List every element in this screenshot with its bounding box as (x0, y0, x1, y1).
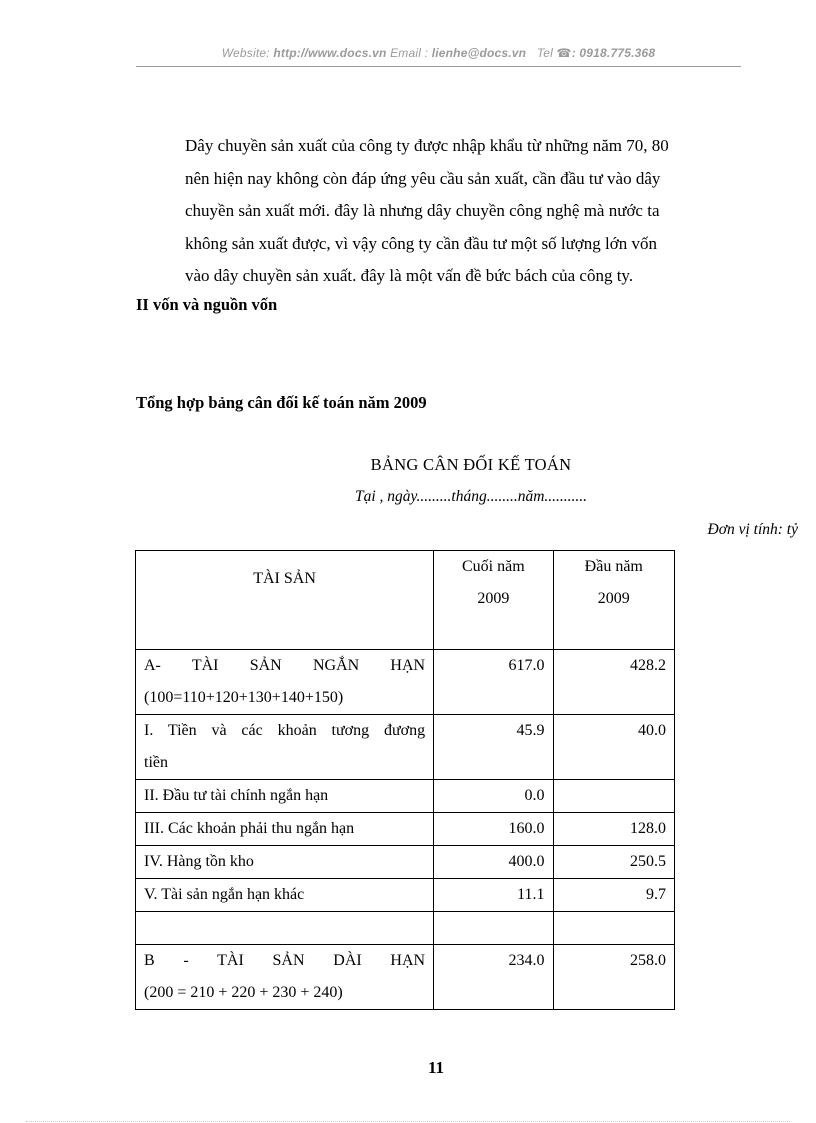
row-start-value: 250.5 (553, 846, 674, 879)
row-start-value (553, 780, 674, 813)
paragraph-line: vào dây chuyền sản xuất. đây là một vấn đề bức bách của công ty. (185, 266, 634, 285)
page-header (136, 46, 741, 60)
row-label-line1: B - TÀI SẢN DÀI HẠN (144, 952, 426, 969)
header-rule (136, 66, 741, 67)
table-row (136, 879, 675, 912)
row-label-line2: (100=110+120+130+140+150) (144, 689, 344, 706)
row-label: III. Các khoản phải thu ngắn hạn (136, 813, 434, 846)
table-row (136, 650, 675, 715)
row-label-line1: A- TÀI SẢN NGẮN HẠN (144, 657, 426, 674)
row-label-line2: tiền (144, 754, 168, 771)
table-unit: Đơn vị tính: tỷ (707, 521, 798, 538)
row-end-value: 617.0 (434, 650, 553, 715)
row-start-value: 9.7 (553, 879, 674, 912)
table-header-row (136, 551, 675, 650)
row-start-value: 128.0 (553, 813, 674, 846)
email-label: Email : (390, 46, 429, 60)
table-row (136, 813, 675, 846)
footer-rule (26, 1121, 790, 1122)
table-title: BẢNG CÂN ĐỐI KẾ TOÁN (370, 455, 572, 474)
header-end-year-line1: Cuối năm (461, 558, 525, 575)
balance-sheet-table (135, 550, 675, 1010)
email-value[interactable]: lienhe@docs.vn (431, 46, 527, 60)
row-end-value: 11.1 (434, 879, 553, 912)
table-row-blank (136, 912, 675, 945)
row-end-value: 160.0 (434, 813, 553, 846)
summary-heading: Tổng hợp bảng cân đối kế toán năm 2009 (136, 393, 427, 412)
row-start-value: 40.0 (553, 715, 674, 780)
header-start-year (553, 551, 674, 650)
tel-value: : 0918.775.368 (571, 46, 656, 60)
row-start-value: 428.2 (553, 650, 674, 715)
header-start-year-line1: Đầu năm (584, 558, 643, 575)
row-label: V. Tài sản ngắn hạn khác (136, 879, 434, 912)
website-label: Website: (221, 46, 270, 60)
row-label (136, 715, 434, 780)
row-end-value: 45.9 (434, 715, 553, 780)
table-row (136, 945, 675, 1010)
table-row (136, 846, 675, 879)
section-heading: II vốn và nguồn vốn (136, 295, 278, 314)
tel-label: Tel (536, 46, 553, 60)
body-paragraph (185, 130, 731, 293)
row-label: II. Đầu tư tài chính ngắn hạn (136, 780, 434, 813)
paragraph-line: Dây chuyền sản xuất của công ty được nhập khẩu từ những năm 70, 80 (185, 136, 669, 155)
header-end-year (434, 551, 553, 650)
row-end-value (434, 912, 553, 945)
row-label-line2: (200 = 210 + 220 + 230 + 240) (144, 984, 343, 1001)
row-label (136, 945, 434, 1010)
header-assets: TÀI SẢN (136, 551, 434, 650)
page-number: 11 (427, 1058, 445, 1077)
row-label: IV. Hàng tồn kho (136, 846, 434, 879)
paragraph-line: nên hiện nay không còn đáp ứng yêu cầu sản xuất, cần đầu tư vào dây (185, 168, 661, 188)
row-label-line1: I. Tiền và các khoản tương đương (144, 722, 426, 739)
row-end-value: 234.0 (434, 945, 553, 1010)
website-url[interactable]: http://www.docs.vn (273, 46, 387, 60)
header-end-year-line2: 2009 (477, 590, 510, 607)
row-label (136, 912, 434, 945)
row-start-value (553, 912, 674, 945)
phone-icon: ☎ (556, 46, 572, 60)
row-start-value: 258.0 (553, 945, 674, 1010)
row-label (136, 650, 434, 715)
row-end-value: 0.0 (434, 780, 553, 813)
header-start-year-line2: 2009 (597, 590, 630, 607)
row-end-value: 400.0 (434, 846, 553, 879)
paragraph-line: không sản xuất được, vì vậy công ty cần đầu tư một số lượng lớn vốn (185, 233, 657, 253)
paragraph-line: chuyền sản xuất mới. đây là nhưng dây chuyền công nghệ mà nước ta (185, 201, 660, 220)
table-row (136, 780, 675, 813)
table-date: Tại , ngày.........tháng........năm........... (354, 488, 588, 505)
table-row (136, 715, 675, 780)
